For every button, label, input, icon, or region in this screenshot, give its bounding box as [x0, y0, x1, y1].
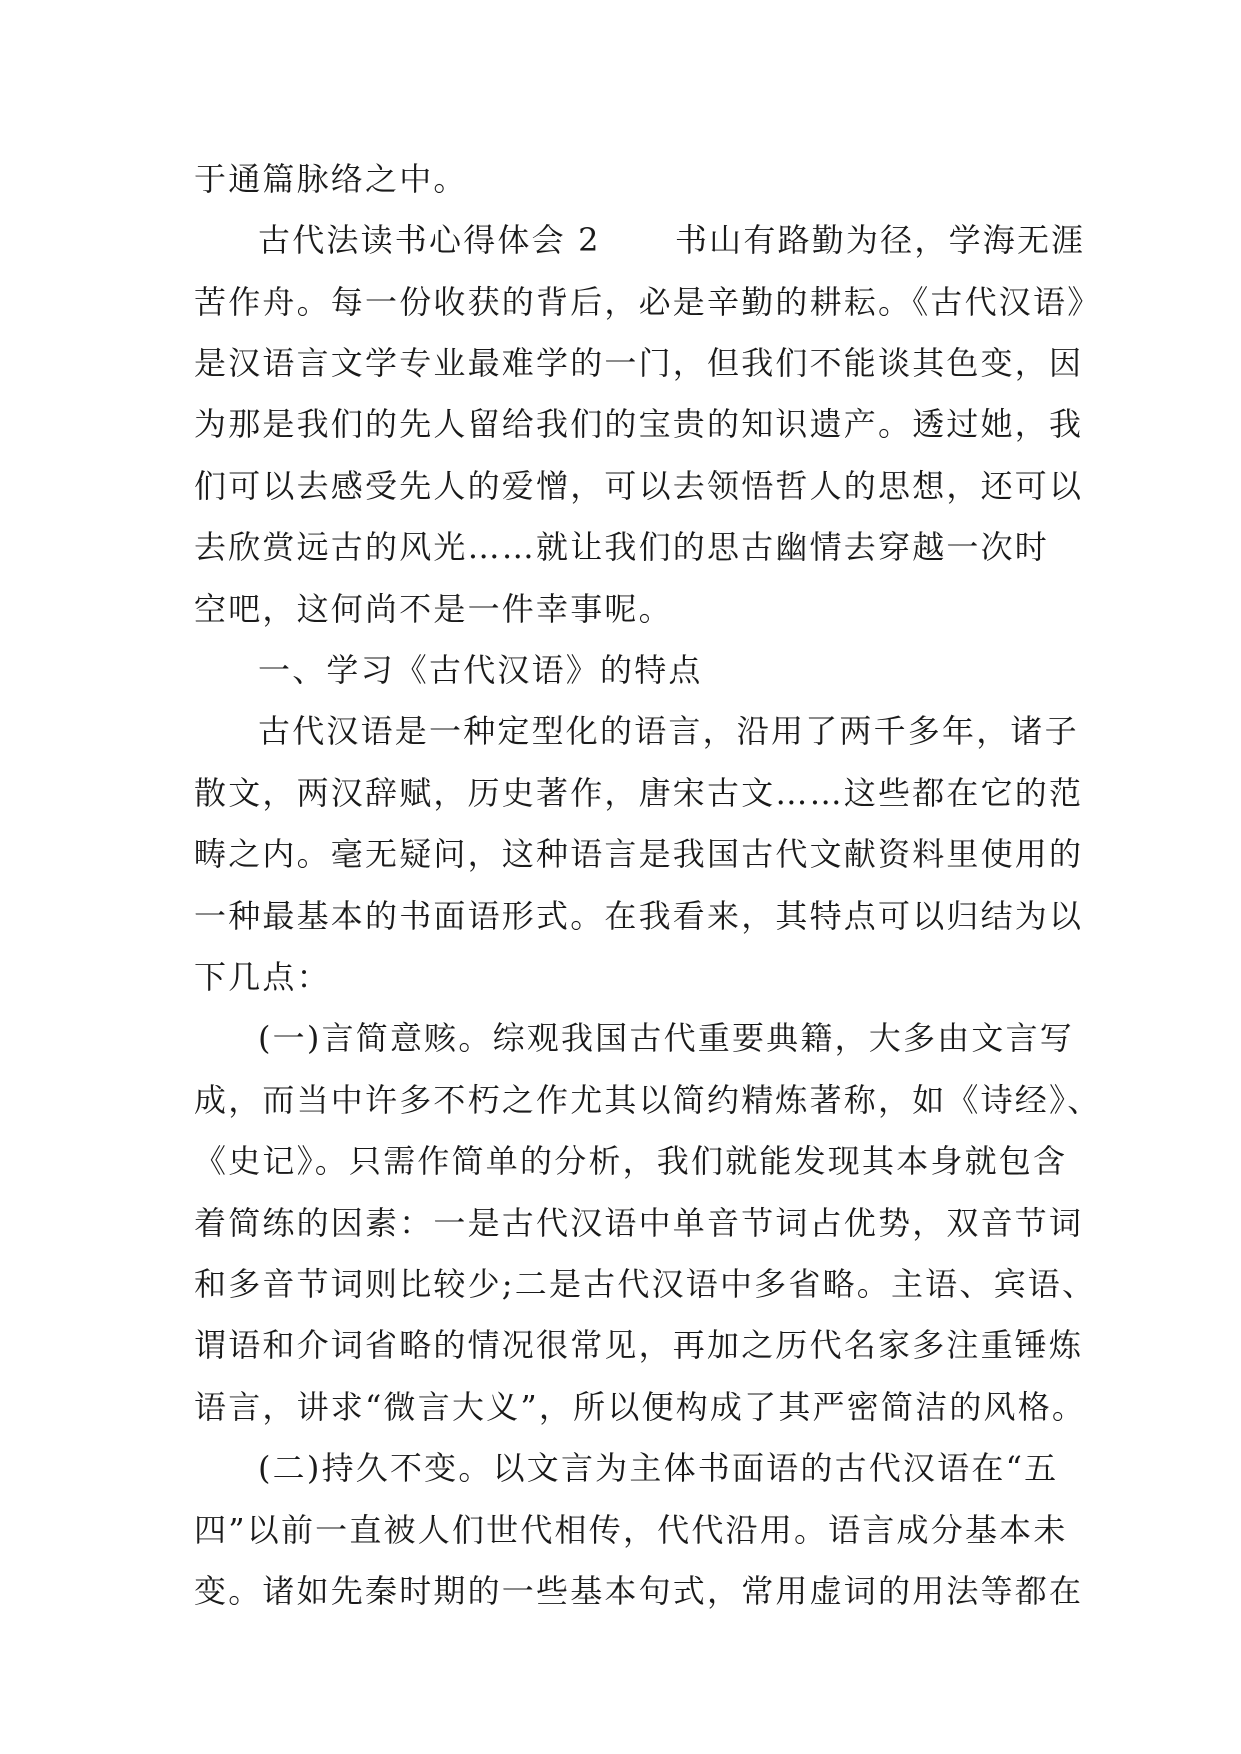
text-line: 古代汉语是一种定型化的语言，沿用了两千多年，诸子	[258, 712, 1079, 750]
text-line: 苦作舟。每一份收获的背后，必是辛勤的耕耘。《古代汉语》	[194, 283, 1102, 321]
text-line: 四”以前一直被人们世代相传，代代沿用。语言成分基本未	[194, 1511, 1068, 1549]
text-line: 变。诸如先秦时期的一些基本句式，常用虚词的用法等都在	[194, 1572, 1084, 1610]
text-line: 是汉语言文学专业最难学的一门，但我们不能谈其色变，因	[194, 344, 1084, 382]
text-line: 成，而当中许多不朽之作尤其以简约精炼著称，如《诗经》、	[194, 1081, 1102, 1119]
text-line: (二)持久不变。以文言为主体书面语的古代汉语在“五	[258, 1449, 1059, 1487]
text-line: 语言，讲求“微言大义”，所以便构成了其严密简洁的风格。	[194, 1388, 1087, 1426]
section-heading: 一、学习《古代汉语》的特点	[258, 651, 703, 689]
text-line: 和多音节词则比较少;二是古代汉语中多省略。主语、宾语、	[194, 1265, 1097, 1303]
text-line: 谓语和介词省略的情况很常见，再加之历代名家多注重锤炼	[194, 1326, 1084, 1364]
text-line: (一)言简意赅。综观我国古代重要典籍，大多由文言写	[258, 1019, 1074, 1057]
text-line: 一种最基本的书面语形式。在我看来，其特点可以归结为以	[194, 897, 1084, 935]
text-line: 散文，两汉辞赋，历史著作，唐宋古文……这些都在它的范	[194, 774, 1084, 812]
text-line: 《史记》。只需作简单的分析，我们就能发现其本身就包含	[194, 1142, 1068, 1180]
text-line: 畴之内。毫无疑问，这种语言是我国古代文献资料里使用的	[194, 835, 1084, 873]
text-line: 们可以去感受先人的爱憎，可以去领悟哲人的思想，还可以	[194, 467, 1084, 505]
text-line: 于通篇脉络之中。	[194, 160, 468, 198]
text-line: 空吧，这何尚不是一件幸事呢。	[194, 590, 673, 628]
text-line: 下几点：	[194, 958, 331, 996]
text-line: 着简练的因素：一是古代汉语中单音节词占优势，双音节词	[194, 1204, 1084, 1242]
text-line: 为那是我们的先人留给我们的宝贵的知识遗产。透过她，我	[194, 405, 1084, 443]
text-line: 古代法读书心得体会 2 书山有路勤为径，学海无涯	[258, 221, 1086, 259]
text-line: 去欣赏远古的风光……就让我们的思古幽情去穿越一次时	[194, 528, 1050, 566]
